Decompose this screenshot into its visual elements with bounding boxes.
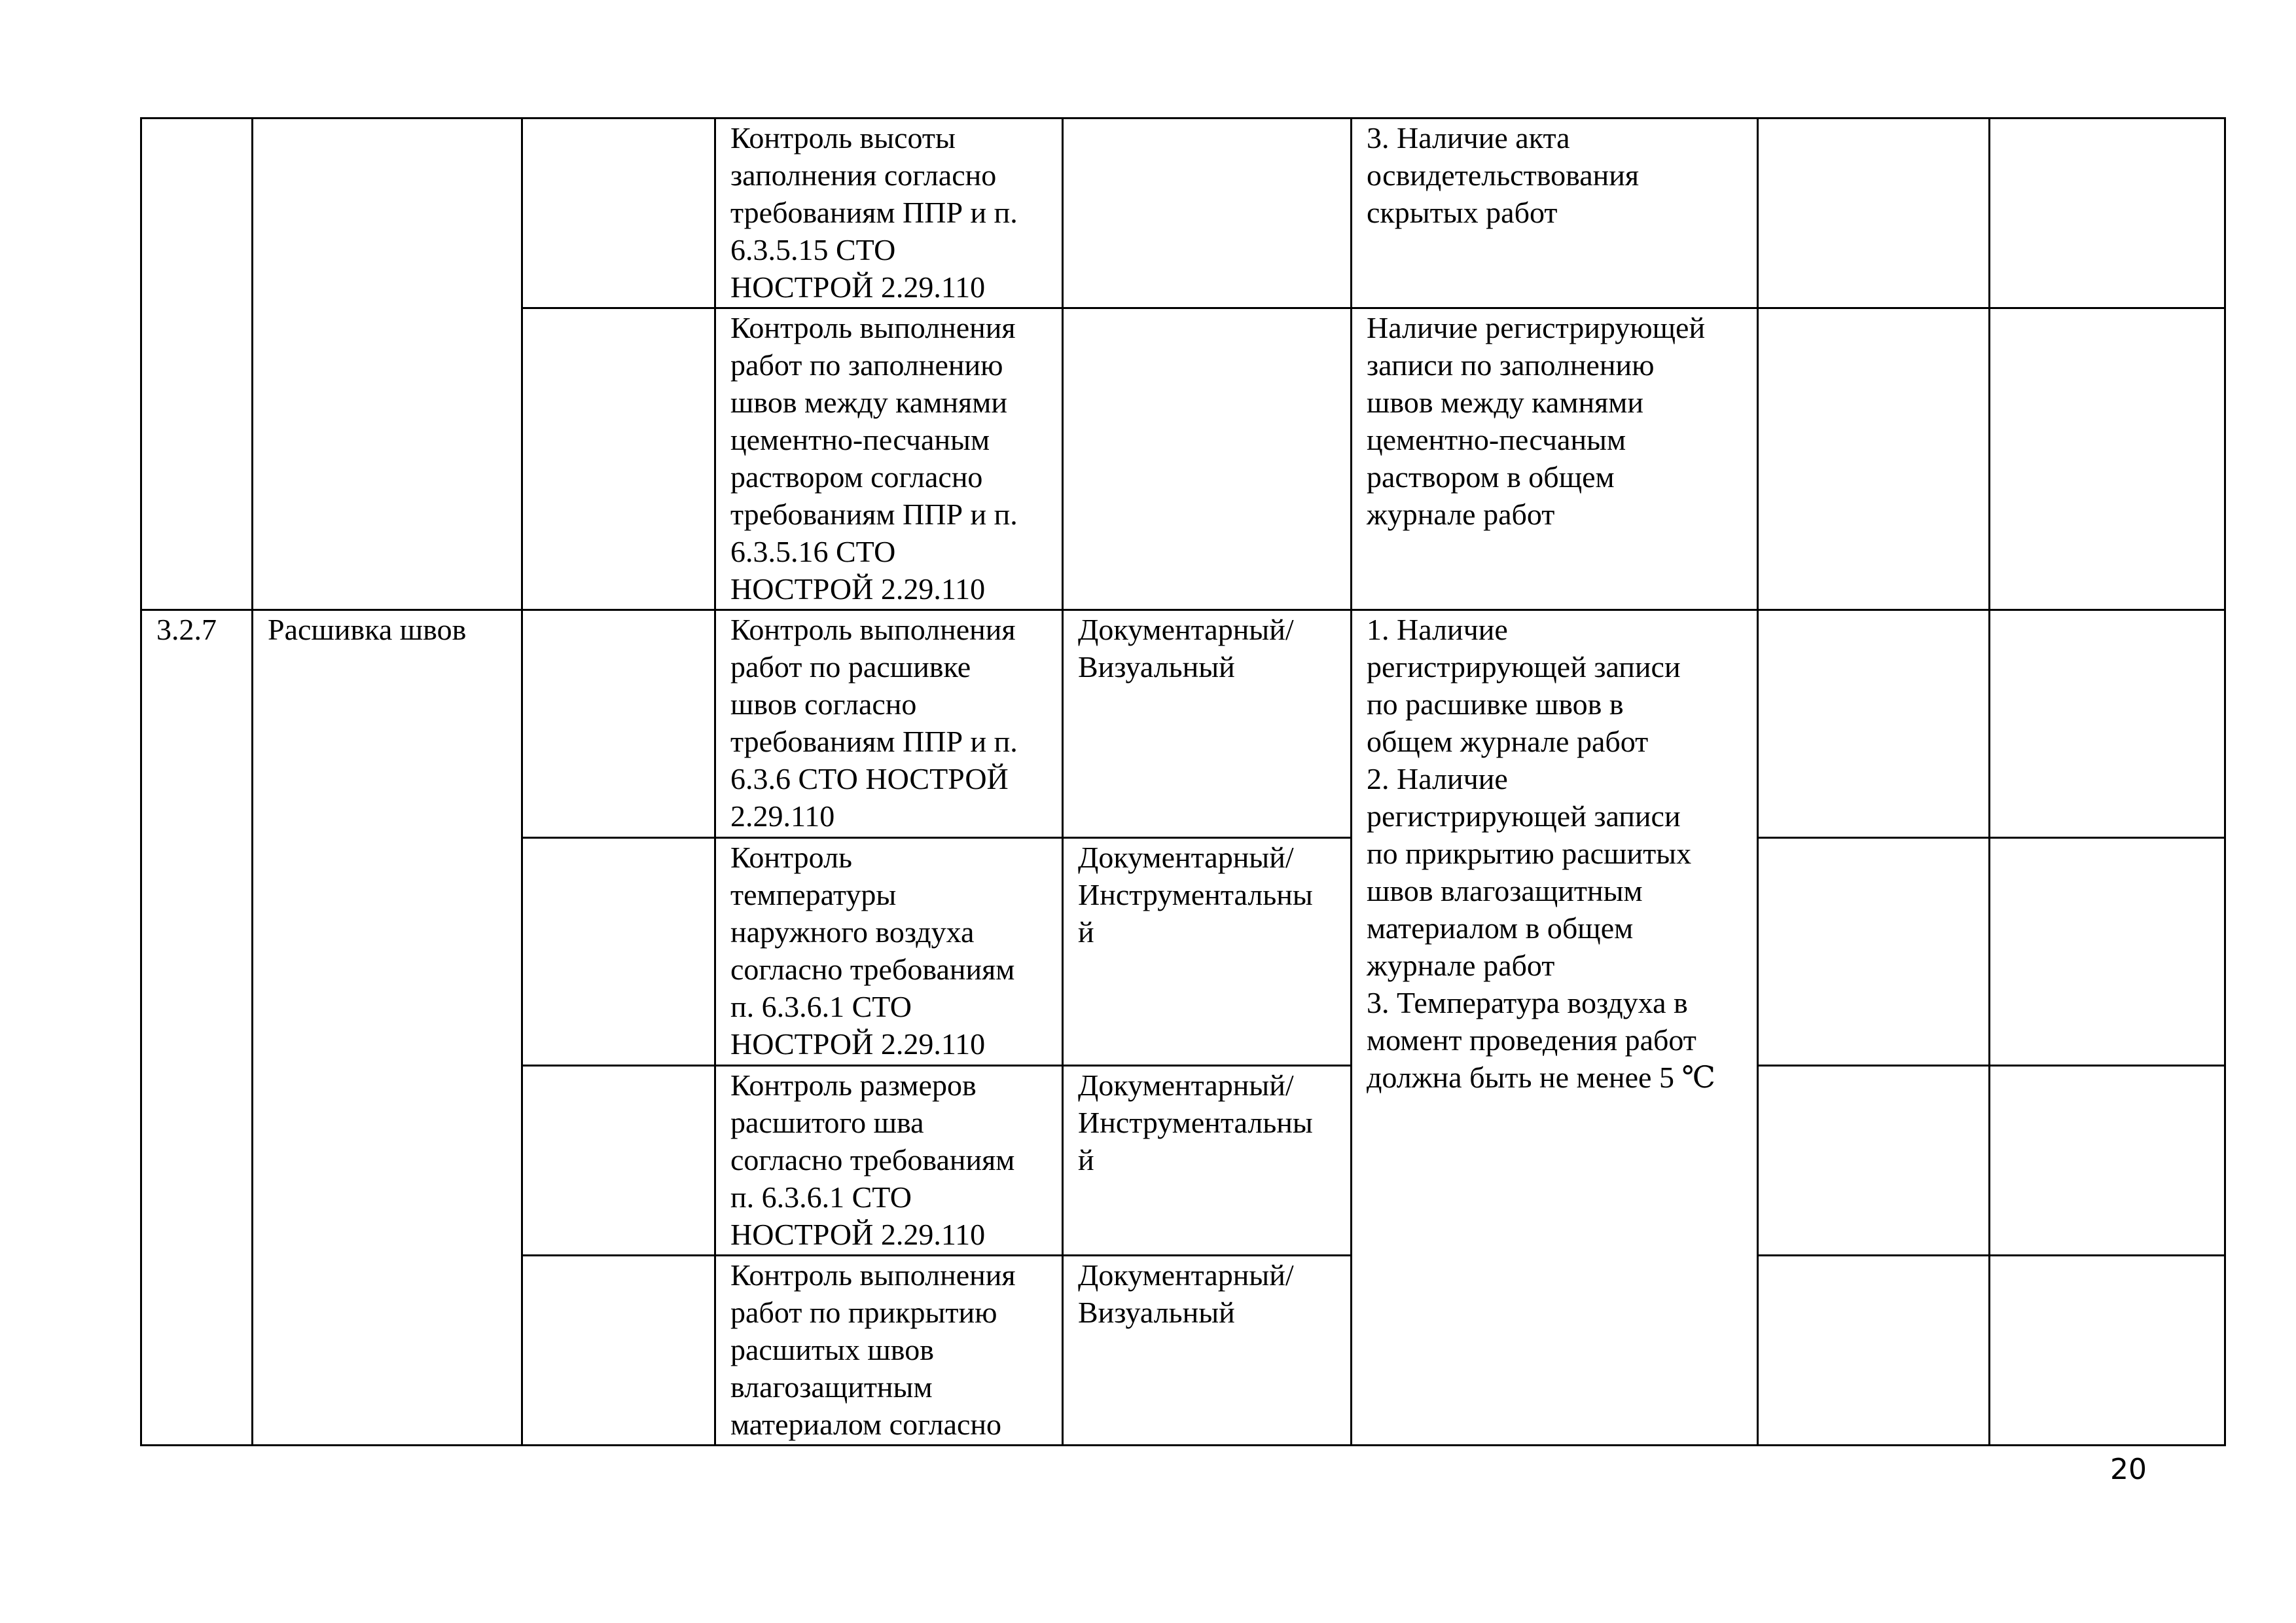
empty-cell xyxy=(522,838,715,1066)
page-number: 20 xyxy=(2110,1453,2147,1486)
item-name-cell xyxy=(253,610,522,1446)
control-table xyxy=(140,117,2226,1446)
empty-cell xyxy=(1990,1066,2225,1256)
method-cell xyxy=(1063,1256,1352,1446)
method-cell xyxy=(1063,1066,1352,1256)
method-cell xyxy=(1063,308,1352,610)
control-cell xyxy=(715,610,1063,838)
empty-cell xyxy=(1990,838,2225,1066)
empty-cell xyxy=(522,610,715,838)
control-cell xyxy=(715,308,1063,610)
method-cell xyxy=(1063,119,1352,308)
empty-cell xyxy=(522,308,715,610)
empty-cell xyxy=(1990,1256,2225,1446)
control-text: Контроль размеров расшитого шва согласно требованиям п. 6.3.6.1 СТО НОСТРОЙ 2.29.110 xyxy=(730,1068,1015,1251)
control-text: Контроль температуры наружного воздуха согласно требованиям п. 6.3.6.1 СТО НОСТРОЙ 2.29.110 xyxy=(730,841,1015,1061)
control-cell xyxy=(715,838,1063,1066)
method-text: Документарный/ Визуальный xyxy=(1078,1258,1294,1329)
control-cell xyxy=(715,1066,1063,1256)
item-number-cell xyxy=(141,610,253,1446)
item-number-cell xyxy=(141,119,253,610)
empty-cell xyxy=(522,1066,715,1256)
control-text: Контроль выполнения работ по заполнению швов между камнями цементно-песчаным раствором согласно требованиям ППР и п. 6.3.5.16 СТО НОСТРОЙ 2.29.110 xyxy=(730,311,1018,606)
table-row xyxy=(141,610,2225,838)
empty-cell xyxy=(1758,1256,1990,1446)
control-text: Контроль выполнения работ по прикрытию расшитых швов влагозащитным материалом согласно xyxy=(730,1258,1016,1441)
method-text: Документарный/ Инструментальны й xyxy=(1078,1068,1313,1176)
control-cell xyxy=(715,119,1063,308)
table-row xyxy=(141,119,2225,308)
requirement-cell xyxy=(1352,308,1758,610)
empty-cell xyxy=(522,1256,715,1446)
method-text: Документарный/ Визуальный xyxy=(1078,613,1294,684)
requirement-text: Наличие регистрирующей записи по заполнению швов между камнями цементно-песчаным раствором в общем журнале работ xyxy=(1367,311,1706,531)
empty-cell xyxy=(1758,838,1990,1066)
control-text: Контроль выполнения работ по расшивке швов согласно требованиям ППР и п. 6.3.6 СТО НОСТРОЙ 2.29.110 xyxy=(730,613,1018,833)
method-text: Документарный/ Инструментальны й xyxy=(1078,841,1313,949)
control-cell xyxy=(715,1256,1063,1446)
empty-cell xyxy=(1758,308,1990,610)
method-cell xyxy=(1063,610,1352,838)
requirement-cell xyxy=(1352,610,1758,1446)
item-name-cell xyxy=(253,119,522,610)
empty-cell xyxy=(522,119,715,308)
empty-cell xyxy=(1758,1066,1990,1256)
item-name: Расшивка швов xyxy=(268,613,467,646)
requirement-text: 1. Наличие регистрирующей записи по расшивке швов в общем журнале работ 2. Наличие регистрирующей записи по прикрытию расшитых швов влагозащитным материалом в общем журнале работ 3. Температура воздуха в момент проведения работ должна быть не менее 5 ℃ xyxy=(1367,613,1715,1094)
empty-cell xyxy=(1990,119,2225,308)
requirement-cell xyxy=(1352,119,1758,308)
control-text: Контроль высоты заполнения согласно требованиям ППР и п. 6.3.5.15 СТО НОСТРОЙ 2.29.110 xyxy=(730,121,1018,304)
empty-cell xyxy=(1990,308,2225,610)
requirement-text: 3. Наличие акта освидетельствования скрытых работ xyxy=(1367,121,1640,229)
method-cell xyxy=(1063,838,1352,1066)
empty-cell xyxy=(1758,119,1990,308)
empty-cell xyxy=(1758,610,1990,838)
empty-cell xyxy=(1990,610,2225,838)
item-number: 3.2.7 xyxy=(156,613,217,646)
